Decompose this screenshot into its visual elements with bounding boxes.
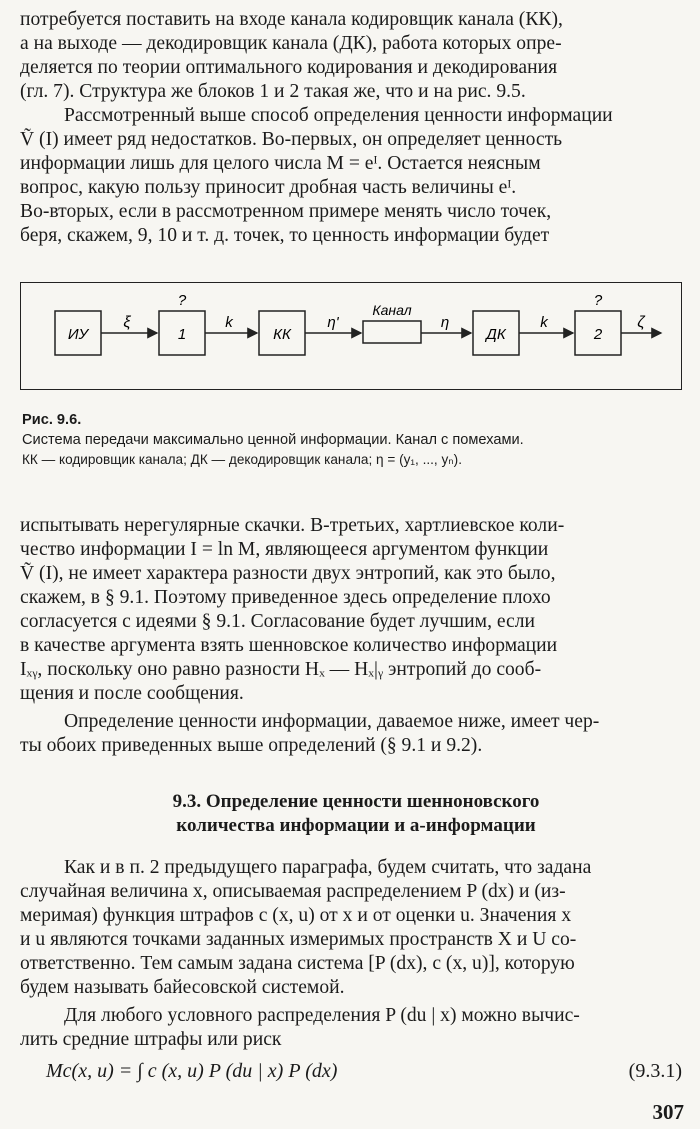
paragraph-5 — [20, 856, 692, 1000]
caption-title: Рис. 9.6. — [22, 412, 82, 428]
text-line: Ṽ (I) имеет ряд недостатков. Во-первых, он определяет ценность — [20, 129, 563, 150]
equation-number: (9.3.1) — [628, 1060, 682, 1082]
text-line: щения и после сообщения. — [20, 683, 244, 704]
block-diagram — [21, 283, 681, 389]
page-number: 307 — [652, 1100, 684, 1124]
block-1-label: 1 — [177, 326, 187, 343]
arrow-label-xi: ξ — [123, 314, 131, 331]
text-line: Iₓᵧ, поскольку оно равно разности Hₓ — Hₓ|ᵧ энтропий до сооб- — [20, 659, 542, 680]
question-mark-2: ? — [593, 292, 603, 309]
text-line: в качестве аргумента взять шенновское количество информации — [20, 635, 558, 656]
paragraph-6 — [20, 1004, 692, 1052]
caption-line-2: КК — кодировщик канала; ДК — декодировщик канала; η = (y₁, ..., yₙ). — [22, 452, 462, 467]
text-line: случайная величина x, описываемая распределением P (dx) и (из- — [20, 881, 566, 902]
arrow-label-k1: k — [225, 314, 233, 331]
block-dk-label: ДК — [486, 326, 506, 343]
text-line: беря, скажем, 9, 10 и т. д. точек, то ценность информации будет — [20, 225, 550, 246]
paragraph-2 — [20, 104, 692, 248]
section-title-line-2: количества информации и a-информации — [176, 815, 536, 836]
figure-9-6-diagram — [20, 282, 682, 390]
text-line: а на выходе — декодировщик канала (ДК), работа которых опре- — [20, 33, 562, 54]
question-mark-1: ? — [177, 292, 187, 309]
text-line: деляется по теории оптимального кодирования и декодирования — [20, 57, 558, 78]
block-2-label: 2 — [593, 326, 603, 343]
text-line: и u являются точками заданных измеримых пространств X и U со- — [20, 929, 577, 950]
arrow-label-zeta: ζ — [637, 314, 645, 331]
arrow-label-k2: k — [540, 314, 548, 331]
arrow-label-eta: η — [440, 314, 450, 331]
text-line: согласуется с идеями § 9.1. Согласование будет лучшим, если — [20, 611, 536, 632]
block-iu-label: ИУ — [67, 326, 89, 343]
text-line: Во-вторых, если в рассмотренном примере менять число точек, — [20, 201, 552, 222]
block-kk-label: КК — [273, 326, 291, 343]
section-title-line-1: 9.3. Определение ценности шенноновского — [172, 791, 540, 812]
text-line: ты обоих приведенных выше определений (§ 9.1 и 9.2). — [20, 735, 483, 756]
block-channel — [363, 321, 421, 343]
equation-9-3-1 — [46, 1060, 692, 1083]
equation-formula: Mc(x, u) = ∫ c (x, u) P (du | x) P (dx) — [46, 1060, 338, 1082]
text-line: (гл. 7). Структура же блоков 1 и 2 такая же, что и на рис. 9.5. — [20, 81, 526, 102]
text-line: испытывать нерегулярные скачки. В-третьих, хартлиевское коли- — [20, 515, 565, 536]
text-line: будем называть байесовской системой. — [20, 977, 345, 998]
text-line: Ṽ (I), не имеет характера разности двух энтропий, как это было, — [20, 563, 556, 584]
text-line: вопрос, какую пользу приносит дробная часть величины eᴵ. — [20, 177, 517, 198]
paragraph-4 — [20, 710, 692, 758]
text-line: Как и в п. 2 предыдущего параграфа, будем считать, что задана — [64, 857, 592, 878]
text-line: ответственно. Тем самым задана система [P (dx), c (x, u)], которую — [20, 953, 575, 974]
section-heading — [20, 790, 692, 838]
channel-label: Канал — [372, 302, 412, 318]
paragraph-3 — [20, 514, 692, 706]
text-line: Определение ценности информации, даваемое ниже, имеет чер- — [64, 711, 600, 732]
text-line: потребуется поставить на входе канала кодировщик канала (КК), — [20, 9, 563, 30]
text-line: меримая) функция штрафов c (x, u) от x и от оценки u. Значения x — [20, 905, 572, 926]
text-line: Рассмотренный выше способ определения ценности информации — [64, 105, 613, 126]
text-line: чество информации I = ln M, являющееся аргументом функции — [20, 539, 549, 560]
text-line: лить средние штрафы или риск — [20, 1029, 282, 1050]
text-line: скажем, в § 9.1. Поэтому приведенное здесь определение плохо — [20, 587, 551, 608]
caption-line-1: Система передачи максимально ценной информации. Канал с помехами. — [22, 432, 524, 448]
text-line: Для любого условного распределения P (du | x) можно вычис- — [64, 1005, 580, 1026]
text-line: информации лишь для целого числа M = eᴵ. Остается неясным — [20, 153, 541, 174]
figure-caption — [22, 410, 694, 470]
arrow-label-eta-prime: η' — [327, 314, 339, 331]
top-paragraph — [20, 8, 692, 104]
